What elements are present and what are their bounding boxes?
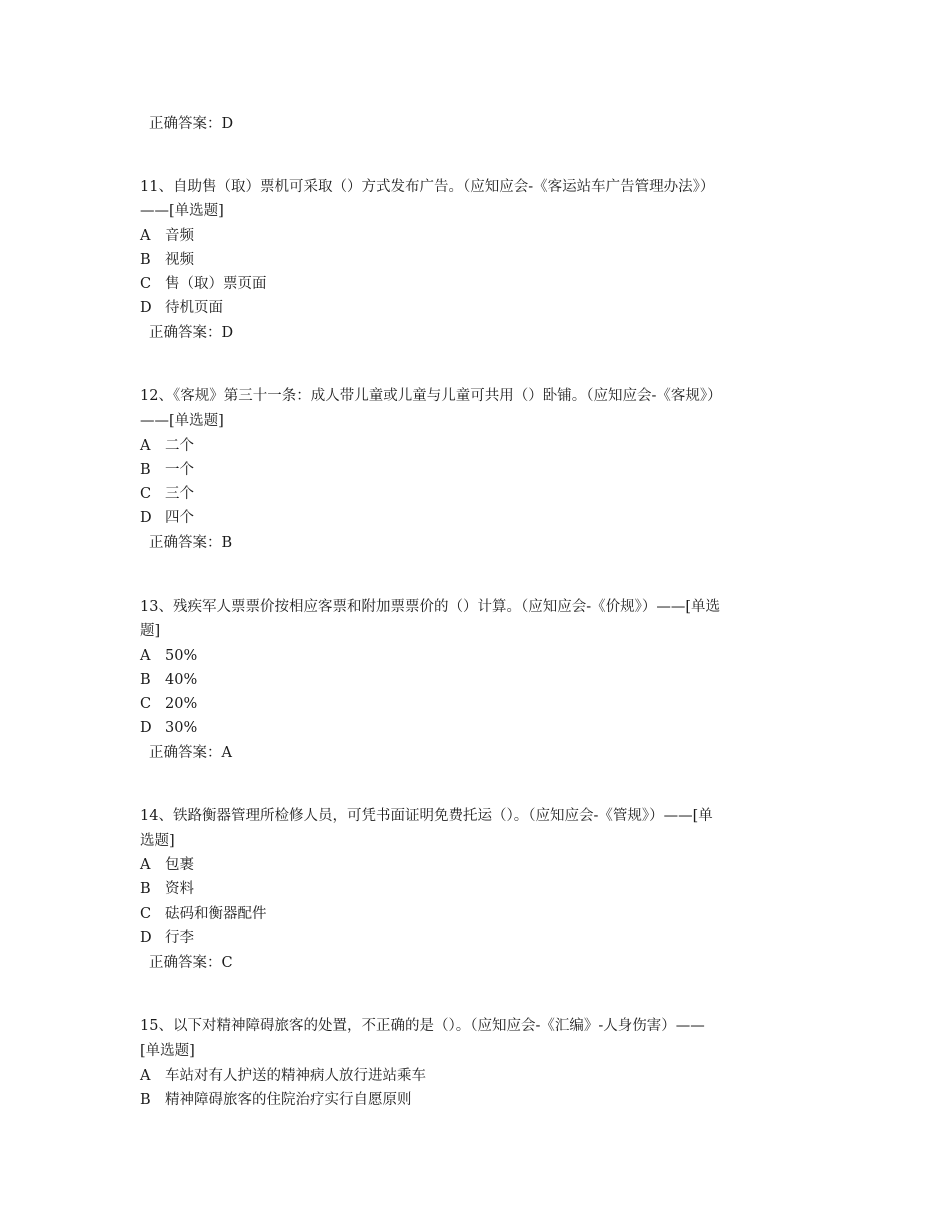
- option-text: 二个: [165, 438, 194, 454]
- option-text: 三个: [165, 486, 194, 502]
- question-text: 11、自助售（取）票机可采取（）方式发布广告。（应知应会-《客运站车广告管理办法》）: [140, 179, 715, 195]
- option-d: [140, 928, 194, 948]
- previous-answer: 正确答案：D: [149, 116, 234, 132]
- option-b: [140, 460, 194, 480]
- question-text: 15、以下对精神障碍旅客的处置，不正确的是（）。（应知应会-《汇编》-人身伤害）——: [140, 1018, 705, 1034]
- option-letter: B: [140, 1092, 151, 1108]
- option-c: [140, 484, 194, 504]
- question-type: 题]: [140, 623, 161, 639]
- option-text: 一个: [165, 462, 194, 478]
- option-text: 车站对有人护送的精神病人放行进站乘车: [165, 1068, 426, 1084]
- option-letter: B: [140, 881, 151, 897]
- option-c: [140, 904, 267, 924]
- correct-answer: 正确答案：D: [149, 325, 234, 341]
- correct-answer: 正确答案：B: [149, 535, 233, 551]
- option-b: [140, 670, 197, 690]
- option-d: [140, 718, 197, 738]
- option-text: 砝码和衡器配件: [165, 906, 267, 922]
- option-text: 20%: [165, 696, 198, 712]
- option-c: [140, 274, 267, 294]
- option-text: 50%: [165, 648, 198, 664]
- option-letter: B: [140, 672, 151, 688]
- option-letter: D: [140, 930, 152, 946]
- option-letter: D: [140, 510, 152, 526]
- option-letter: A: [140, 438, 151, 454]
- option-text: 行李: [165, 930, 194, 946]
- option-a: [140, 855, 194, 875]
- option-text: 音频: [165, 228, 194, 244]
- question-text: 12、《客规》第三十一条：成人带儿童或儿童与儿童可共用（）卧铺。（应知应会-《客规》）: [140, 388, 722, 404]
- option-text: 视频: [165, 252, 194, 268]
- option-a: [140, 226, 194, 246]
- option-letter: C: [140, 276, 152, 292]
- question-text: 14、铁路衡器管理所检修人员，可凭书面证明免费托运（）。（应知应会-《管规》）——[单: [140, 808, 713, 824]
- option-a: [140, 646, 197, 666]
- question-type: [单选题]: [140, 1043, 195, 1059]
- option-letter: B: [140, 252, 151, 268]
- option-text: 四个: [165, 510, 194, 526]
- option-b: [140, 250, 194, 270]
- question-text: 13、残疾军人票票价按相应客票和附加票票价的（）计算。（应知应会-《价规》）——[单选: [140, 599, 721, 615]
- correct-answer: 正确答案：C: [149, 955, 233, 971]
- option-a: [140, 436, 194, 456]
- question-type: 选题]: [140, 833, 175, 849]
- option-letter: A: [140, 857, 151, 873]
- option-letter: B: [140, 462, 151, 478]
- option-d: [140, 298, 223, 318]
- option-letter: A: [140, 228, 151, 244]
- option-letter: C: [140, 696, 152, 712]
- correct-answer: 正确答案：A: [149, 745, 232, 761]
- option-letter: A: [140, 648, 151, 664]
- question-type: ——[单选题]: [140, 203, 224, 219]
- option-b: [140, 1090, 412, 1110]
- option-text: 资料: [165, 881, 194, 897]
- option-letter: D: [140, 300, 152, 316]
- option-text: 40%: [165, 672, 198, 688]
- option-text: 包裹: [165, 857, 194, 873]
- option-text: 精神障碍旅客的住院治疗实行自愿原则: [165, 1092, 412, 1108]
- option-text: 售（取）票页面: [165, 276, 267, 292]
- option-c: [140, 694, 197, 714]
- option-d: [140, 508, 194, 528]
- option-letter: C: [140, 906, 152, 922]
- option-a: [140, 1066, 426, 1086]
- option-letter: A: [140, 1068, 151, 1084]
- option-b: [140, 879, 194, 899]
- option-letter: C: [140, 486, 152, 502]
- option-letter: D: [140, 720, 152, 736]
- option-text: 待机页面: [165, 300, 223, 316]
- option-text: 30%: [165, 720, 198, 736]
- question-type: ——[单选题]: [140, 413, 224, 429]
